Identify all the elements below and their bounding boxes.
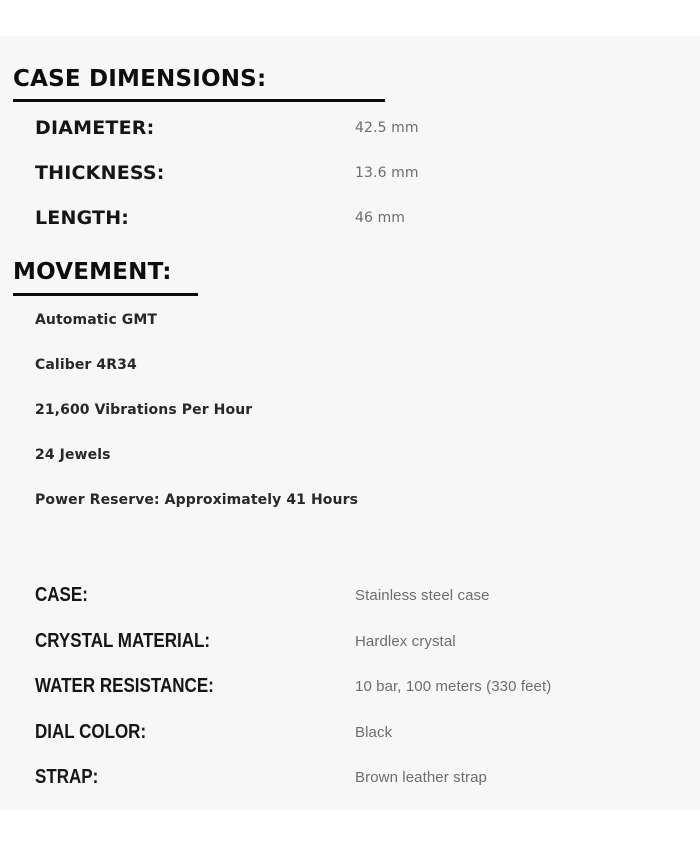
spec-value: 42.5 mm [355, 119, 419, 136]
spec-value: 13.6 mm [355, 164, 419, 181]
spec-label: STRAP: [35, 766, 99, 789]
spec-label: CRYSTAL MATERIAL: [35, 629, 211, 652]
spec-row-water-resistance [13, 664, 680, 710]
spec-row-dial-color [13, 709, 680, 755]
movement-list [13, 298, 680, 523]
movement-list-item: Power Reserve: Approximately 41 Hours [35, 492, 359, 509]
spec-value: Stainless steel case [355, 587, 490, 605]
spec-label: CASE: [35, 584, 88, 607]
spec-row-case [13, 573, 680, 619]
spec-label: THICKNESS: [35, 161, 165, 184]
movement-list-item: Caliber 4R34 [35, 357, 137, 374]
spec-label: DIAMETER: [35, 116, 155, 139]
spec-row-diameter [13, 105, 680, 150]
spec-value: Hardlex crystal [355, 632, 456, 650]
movement-list-item: Automatic GMT [35, 312, 158, 329]
spec-row-crystal-material [13, 618, 680, 664]
section-heading-movement [13, 259, 198, 295]
spec-row-strap [13, 755, 680, 801]
spec-label: LENGTH: [35, 206, 130, 229]
spec-value: 46 mm [355, 209, 406, 226]
section-heading-case-dimensions [13, 66, 385, 102]
spec-value: Black [355, 723, 393, 741]
spec-row-length [13, 195, 680, 240]
section-heading-text: MOVEMENT: [13, 259, 172, 286]
spec-row-thickness [13, 150, 680, 195]
section-heading-text: CASE DIMENSIONS: [13, 66, 267, 92]
spec-panel [0, 36, 700, 810]
spec-value: Brown leather strap [355, 769, 487, 787]
case-dimensions-rows [13, 105, 680, 240]
movement-list-item: 24 Jewels [35, 447, 111, 464]
spec-label: DIAL COLOR: [35, 720, 147, 743]
movement-list-item: 21,600 Vibrations Per Hour [35, 402, 253, 419]
spec-value: 10 bar, 100 meters (330 feet) [355, 678, 552, 696]
details-rows [13, 573, 680, 801]
spec-label: WATER RESISTANCE: [35, 675, 214, 698]
